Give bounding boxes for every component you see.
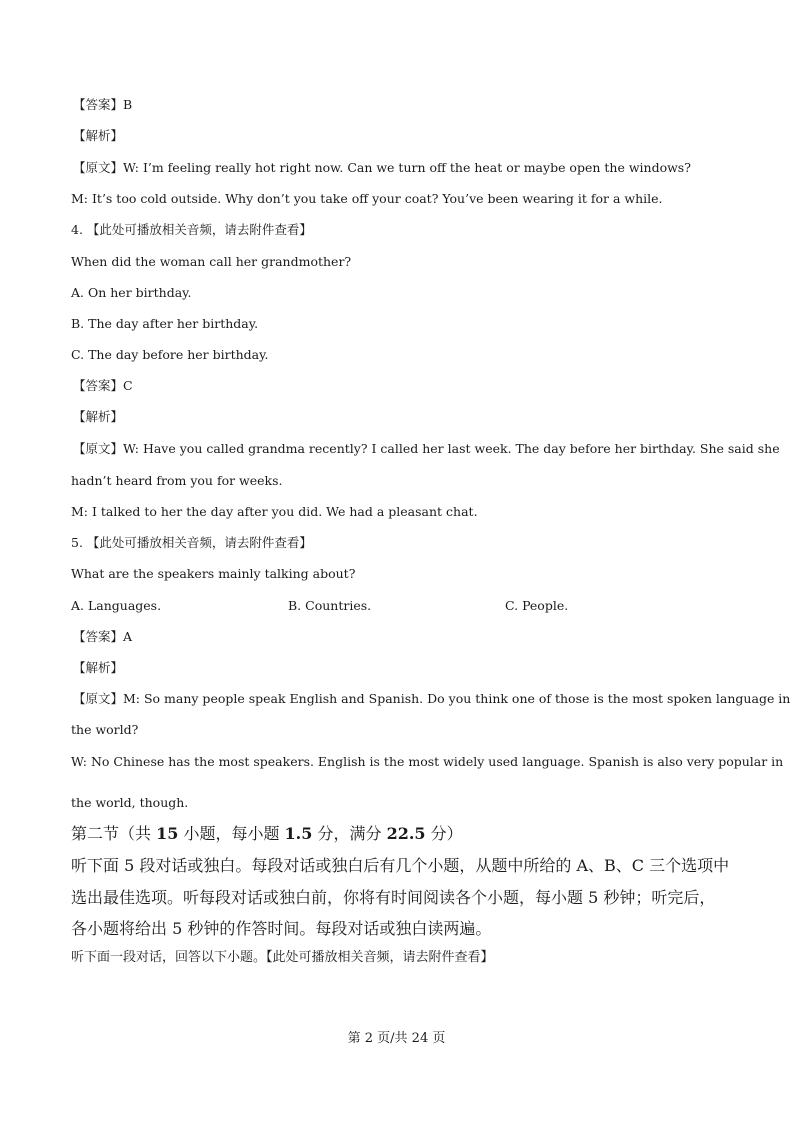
transcript-5-m: 【原文】M: So many people speak English and Spanish. Do you think one of those is the most spoken language in	[73, 691, 791, 706]
transcript-5-w-cont: the world, though.	[71, 795, 189, 810]
transcript-4-m: M: I talked to her the day after you did. We had a pleasant chat.	[71, 504, 478, 519]
transcript-3-w: 【原文】W: I’m feeling really hot right now. Can we turn off the heat or maybe open the windows?	[73, 160, 691, 175]
answer-label-3: 【答案】B	[73, 97, 133, 112]
analysis-label-3: 【解析】	[73, 128, 124, 143]
transcript-4-w: 【原文】W: Have you called grandma recently? I called her last week. The day before her birthday. She said she	[73, 441, 780, 456]
analysis-label-5: 【解析】	[73, 660, 124, 675]
question-5-option-a: A. Languages.	[71, 598, 162, 613]
transcript-3-m: M: It’s too cold outside. Why don’t you take off your coat? You’ve been wearing it for a while.	[71, 191, 663, 206]
section-title-post: 分）	[425, 824, 463, 843]
section-title-points-each: 1.5	[284, 824, 313, 843]
section-title	[71, 824, 463, 844]
question-4-option-a: A. On her birthday.	[71, 285, 192, 300]
question-4-audio-note[interactable]: 4. 【此处可播放相关音频，请去附件查看】	[71, 222, 312, 237]
dialogue-instruction[interactable]: 听下面一段对话，回答以下小题。【此处可播放相关音频，请去附件查看】	[71, 950, 494, 965]
section-title-pre: 第二节（共	[71, 824, 157, 843]
answer-label-5: 【答案】A	[73, 629, 133, 644]
question-4-option-b: B. The day after her birthday.	[71, 316, 259, 331]
section-instruction-1: 听下面 5 段对话或独白。每段对话或独白后有几个小题，从题中所给的 A、B、C 三个选项中	[71, 856, 730, 875]
question-5-option-b: B. Countries.	[288, 598, 372, 613]
question-5-audio-note[interactable]: 5. 【此处可播放相关音频，请去附件查看】	[71, 535, 312, 550]
section-title-count: 15	[156, 824, 179, 843]
transcript-4-w-cont: hadn’t heard from you for weeks.	[71, 473, 283, 488]
analysis-label-4: 【解析】	[73, 409, 124, 424]
answer-label-4: 【答案】C	[73, 378, 133, 393]
section-instruction-2: 选出最佳选项。听每段对话或独白前，你将有时间阅读各个小题，每小题 5 秒钟；听完后，	[71, 888, 716, 907]
transcript-5-w: W: No Chinese has the most speakers. English is the most widely used language. Spanish is also very popular in	[71, 754, 784, 769]
question-5-option-c: C. People.	[505, 598, 569, 613]
section-title-mid2: 分，满分	[312, 824, 387, 843]
transcript-5-m-cont: the world?	[71, 722, 139, 737]
page-footer: 第 2 页/共 24 页	[347, 1031, 446, 1046]
question-4-option-c: C. The day before her birthday.	[71, 347, 269, 362]
question-5-stem: What are the speakers mainly talking about?	[71, 566, 356, 581]
question-4-stem: When did the woman call her grandmother?	[71, 254, 352, 269]
section-title-mid: 小题，每小题	[178, 824, 285, 843]
section-title-points-total: 22.5	[386, 824, 426, 843]
section-instruction-3: 各小题将给出 5 秒钟的作答时间。每段对话或独白读两遍。	[71, 919, 492, 938]
